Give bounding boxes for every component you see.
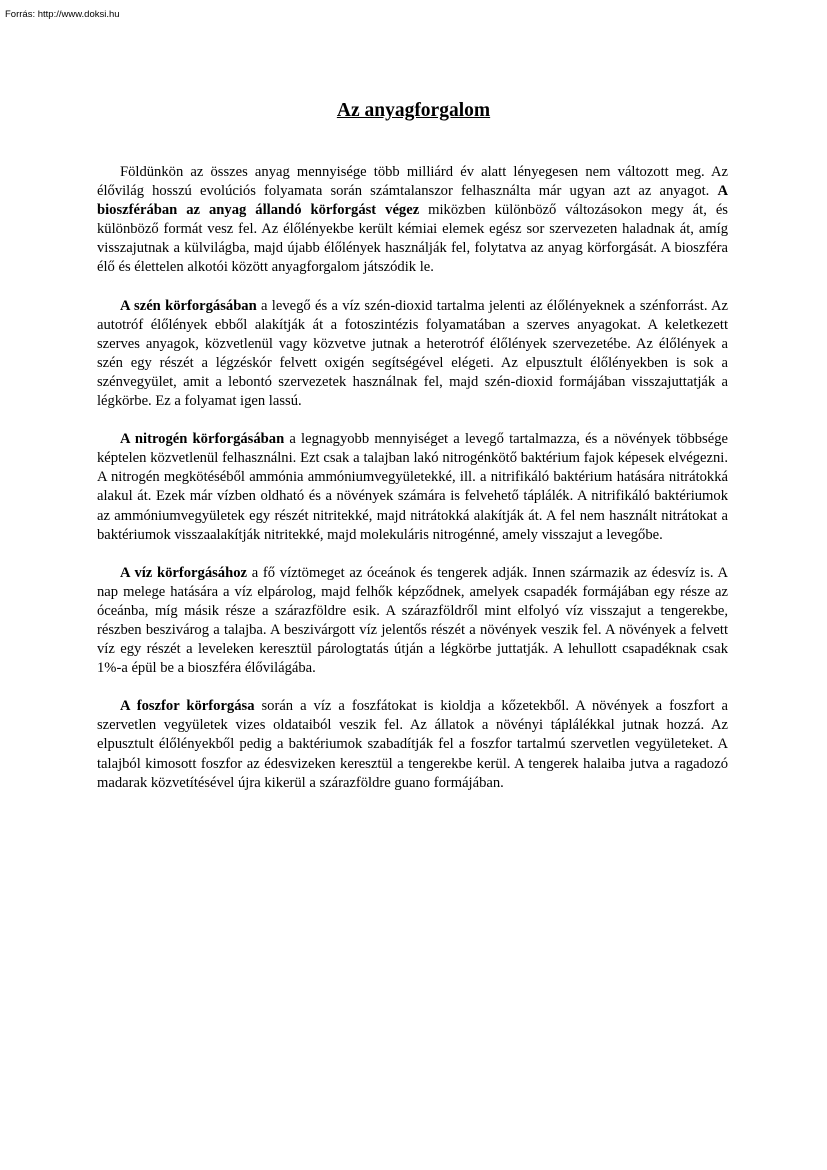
paragraph-heading: A foszfor körforgása xyxy=(120,698,255,715)
paragraph-text: a levegő és a víz szén-dioxid tartalma jelenti az élőlényeknek a szénforrást. Az autotróf élőlények ebből alakítják át a fotoszintézis folyamatában a szerves anyagokat. A keletkezett szerves anyagok, közvetlenül vagy közvetve jutnak a heterotróf élőlények szervezetébe. Az élőlények a szén egy részét a légzéskór felvett oxigén segítségével elégeti. Az elpusztult élőlényekben is sok a szénvegyület, amit a lebontó szervezetek használnak fel, majd szén-dioxid formájában visszajuttatják a légkörbe. Ez a folyamat igen lassú. xyxy=(97,297,728,410)
paragraph-text: miközben különböző változásokon megy át, és különböző formát vesz fel. Az élőlényekbe került kémiai elemek egész sor szervezeten haladnak át, amíg visszajutnak a külvilágba, majd újabb élőlények használják fel, folytatva az anyag körforgását. A bioszféra élő és élettelen alkotói között anyagforgalom játszódik le. xyxy=(97,202,728,276)
paragraph-heading: A nitrogén körforgásában xyxy=(120,431,285,448)
paragraph-text: a fő víztömeget az óceánok és tengerek adják. Innen származik az édesvíz is. A nap melege hatására a víz elpárolog, majd felhők képződnek, amelyek csapadék formájában egy része az óceánba, míg másik része a szárazföldre esik. A szárazföldről mint elfolyó víz visszajut a tengerekbe, részben beszivárog a talajba. A beszivárgott víz jelentős részét a növények veszik fel. A növények a felvett víz egy részét a leveleken keresztül párologtatás útján a légkörbe juttatják. A lehullott csapadéknak csak 1%-a épül be a bioszféra élővilágába. xyxy=(97,564,728,677)
paragraph-phosphorus-cycle xyxy=(97,697,728,792)
paragraph-highlight: A bioszférában az anyag állandó körforgást végez xyxy=(97,183,728,219)
page-title: Az anyagforgalom xyxy=(336,100,491,121)
paragraph-carbon-cycle xyxy=(97,297,728,412)
paragraph-text: a legnagyobb mennyiséget a levegő tartalmazza, és a növények többsége képtelen közvetlenül felhasználni. Ezt csak a talajban lakó nitrogénkötő baktérium fajok képesek elvégezni. A nitrogén megkötéséből ammónia ammóniumvegyületekké, ill. a nitrifikáló baktérium hatására nitrátokká alakul át. Ezek már vízben oldható és a növények számára is felvehető táplálék. A nitrifikáló baktériumok az ammóniumvegyületek egy részét nitritekké, majd nitrátokká alakítják át. A fel nem használt nitrátokat a baktériumok visszaalakítják nitritekké, majd molekuláris nitrogénné, amely visszajut a levegőbe. xyxy=(97,431,728,543)
paragraph-nitrogen-cycle xyxy=(97,430,728,545)
paragraph-heading: A víz körforgásához xyxy=(120,564,247,581)
source-label: Forrás: http://www.doksi.hu xyxy=(5,9,120,20)
paragraph-text: során a víz a foszfátokat is kioldja a kőzetekből. A növények a foszfort a szervetlen vegyületek vizes oldataiból veszik fel. Az állatok a növényi táplálékkal jutnak hozzá. Az elpusztult élőlényekből pedig a baktériumok szabadítják fel a foszfor tartalmú szervetlen vegyületeket. A talajból kimosott foszfor az édesvizeken keresztül a tengerekbe kerül. A tengerek halaiba jutva a ragadozó madarak közvetítésével újra kikerül a szárazföldre guano formájában. xyxy=(97,698,728,791)
document-body xyxy=(97,163,728,812)
paragraph-heading: A szén körforgásában xyxy=(120,297,257,314)
paragraph-intro xyxy=(97,163,728,278)
paragraph-water-cycle xyxy=(97,564,728,679)
paragraph-text: Földünkön az összes anyag mennyisége több milliárd év alatt lényegesen nem változott meg. Az élővilág hosszú evolúciós folyamata során számtalanszor felhasználta már ugyan azt az anyagot. xyxy=(97,164,728,200)
